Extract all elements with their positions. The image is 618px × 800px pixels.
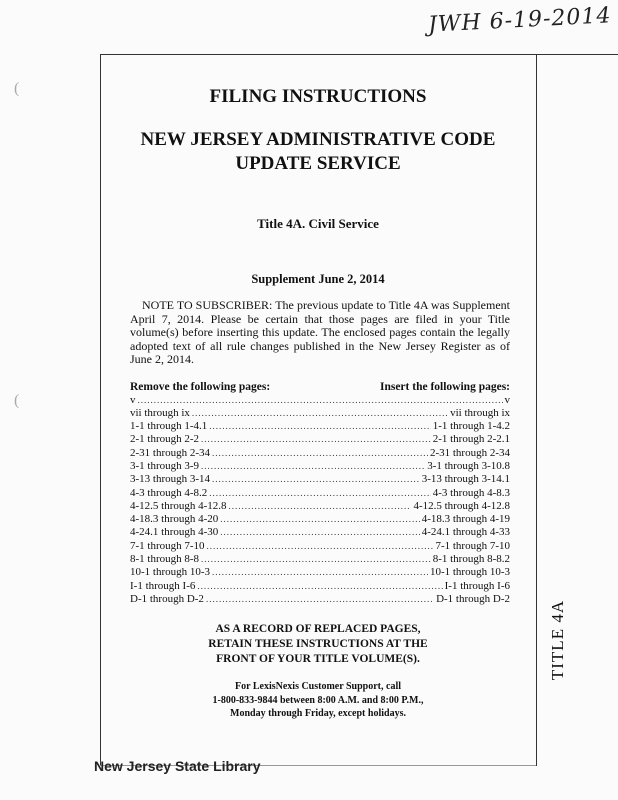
leader-dots	[192, 407, 448, 420]
support-line-2: 1-800-833-9844 between 8:00 A.M. and 8:00 P.M.,	[212, 694, 424, 706]
record-line-2: RETAIN THESE INSTRUCTIONS AT THE	[208, 638, 428, 650]
table-row	[130, 473, 510, 486]
table-row	[130, 500, 510, 513]
leader-dots	[209, 487, 430, 500]
remove-pages-cell: 2-1 through 2-2	[130, 433, 200, 446]
insert-pages-cell: 4-18.3 through 4-19	[421, 513, 510, 526]
remove-pages-cell: 7-1 through 7-10	[130, 539, 205, 552]
page-frame-left-border	[100, 54, 101, 766]
insert-column-header: Insert the following pages:	[379, 380, 510, 393]
leader-dots	[206, 593, 434, 606]
leader-dots	[138, 394, 503, 407]
spine-label: TITLE 4A	[548, 599, 568, 681]
leader-dots	[212, 473, 420, 486]
remove-pages-cell: 8-1 through 8-8	[130, 553, 200, 566]
leader-dots	[197, 580, 442, 593]
table-row	[130, 420, 510, 433]
handwritten-date-annotation: JWH 6-19-2014	[427, 3, 612, 38]
leader-dots	[201, 433, 431, 446]
record-line-3: FRONT OF YOUR TITLE VOLUME(S).	[216, 653, 420, 665]
insert-pages-cell: 8-1 through 8-8.2	[432, 553, 510, 566]
support-line-3: Monday through Friday, except holidays.	[230, 708, 406, 719]
supplement-date-heading: Supplement June 2, 2014	[251, 272, 385, 286]
customer-support-info	[104, 680, 532, 721]
remove-pages-cell: v	[130, 393, 136, 406]
remove-pages-cell: 3-13 through 3-14	[130, 473, 211, 486]
table-row	[130, 540, 510, 553]
remove-pages-cell: 4-18.3 through 4-20	[130, 513, 219, 526]
spine-divider-line	[536, 54, 537, 766]
document-content	[104, 80, 532, 606]
remove-pages-cell: D-1 through D-2	[130, 592, 204, 605]
table-row	[130, 407, 510, 420]
table-row	[130, 513, 510, 526]
remove-pages-cell: 2-31 through 2-34	[130, 446, 211, 459]
insert-pages-cell: I-1 through I-6	[444, 579, 510, 592]
page-frame-top-border	[100, 54, 618, 55]
insert-pages-cell: 2-31 through 2-34	[429, 446, 510, 459]
document-title: FILING INSTRUCTIONS	[209, 86, 427, 107]
remove-pages-cell: I-1 through I-6	[130, 579, 196, 592]
table-row	[130, 580, 510, 593]
remove-pages-cell: 4-3 through 4-8.2	[130, 486, 208, 499]
leader-dots	[207, 540, 434, 553]
remove-pages-cell: 4-12.5 through 4-12.8	[130, 499, 227, 512]
page-replacement-table	[130, 381, 510, 607]
table-row	[130, 394, 510, 407]
table-row	[130, 433, 510, 446]
leader-dots	[201, 553, 431, 566]
insert-pages-cell: D-1 through D-2	[436, 592, 510, 605]
remove-column-header: Remove the following pages:	[130, 380, 271, 393]
table-row	[130, 526, 510, 539]
remove-pages-cell: 3-1 through 3-9	[130, 459, 200, 472]
record-line-1: AS A RECORD OF REPLACED PAGES,	[215, 623, 421, 635]
library-stamp: New Jersey State Library	[94, 758, 261, 774]
leader-dots	[209, 420, 430, 433]
remove-pages-cell: vii through ix	[130, 406, 190, 419]
leader-dots	[201, 460, 425, 473]
remove-pages-cell: 4-24.1 through 4-30	[130, 526, 219, 539]
insert-pages-cell: 10-1 through 10-3	[429, 566, 510, 579]
insert-pages-cell: 4-3 through 4-8.3	[432, 486, 510, 499]
leader-dots	[220, 526, 419, 539]
table-rows	[130, 394, 510, 607]
insert-pages-cell: 3-13 through 3-14.1	[421, 473, 510, 486]
table-header	[130, 381, 510, 393]
insert-pages-cell: 4-24.1 through 4-33	[421, 526, 510, 539]
insert-pages-cell: 7-1 through 7-10	[435, 539, 510, 552]
insert-pages-cell: v	[504, 393, 510, 406]
leader-dots	[212, 447, 428, 460]
subscriber-note: NOTE TO SUBSCRIBER: The previous update to Title 4A was Supplement April 7, 2014. Please be certain that those pages are filed in your Title volume(s) before inserting this update. The enclosed pages contain the legally adopted text of all rule changes published in the New Jersey Register as of June 2, 2014.	[130, 298, 510, 366]
title-section-heading: Title 4A. Civil Service	[257, 216, 379, 231]
leader-dots	[212, 566, 428, 579]
table-row	[130, 593, 510, 606]
insert-pages-cell: 3-1 through 3-10.8	[427, 459, 510, 472]
insert-pages-cell: vii through ix	[450, 406, 510, 419]
document-subtitle-line2: UPDATE SERVICE	[235, 153, 401, 174]
insert-pages-cell: 2-1 through 2-2.1	[432, 433, 510, 446]
support-line-1: For LexisNexis Customer Support, call	[234, 681, 401, 692]
punch-hole-mark-middle: (	[14, 392, 20, 409]
punch-hole-mark-top: (	[14, 80, 20, 97]
table-row	[130, 566, 510, 579]
insert-pages-cell: 4-12.5 through 4-12.8	[413, 499, 510, 512]
table-row	[130, 487, 510, 500]
table-row	[130, 460, 510, 473]
table-row	[130, 553, 510, 566]
insert-pages-cell: 1-1 through 1-4.2	[432, 420, 510, 433]
table-row	[130, 447, 510, 460]
record-instruction	[104, 622, 532, 667]
remove-pages-cell: 10-1 through 10-3	[130, 566, 211, 579]
spine-tab	[538, 600, 578, 680]
document-subtitle-line1: NEW JERSEY ADMINISTRATIVE CODE	[140, 129, 496, 150]
leader-dots	[220, 513, 419, 526]
remove-pages-cell: 1-1 through 1-4.1	[130, 420, 208, 433]
leader-dots	[229, 500, 412, 513]
